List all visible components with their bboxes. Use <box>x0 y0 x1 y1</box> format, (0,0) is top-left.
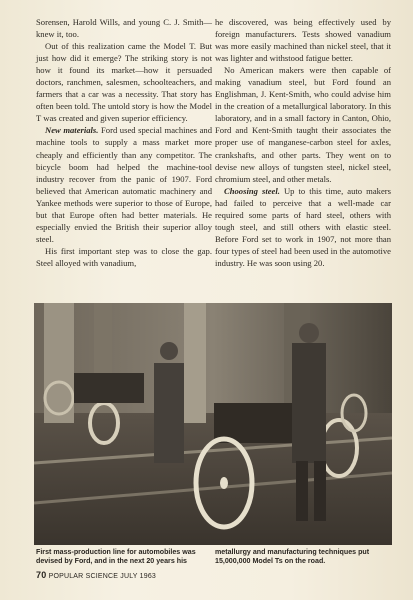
assembly-line-photo <box>34 303 392 545</box>
article-column-right <box>215 16 391 269</box>
article-paragraph: His first important step was to close the gap. Steel alloyed with vanadium, <box>36 245 212 268</box>
article-paragraph: Out of this realization came the Model T. But just how did it emerge? The striking story is not how it found its market—how it persuaded doctors, ranchmen, salesmen, schoolteachers, and farmers that a car was a necessity. That story has often been told. The untold story is how the Model T was created and given superior efficiency. <box>36 41 212 124</box>
new-materials-text: Ford used special machines and machine tools to supply a mass market more cheaply and efficiently than any competitor. The bicycle boom had helped the machine-tool industry recover from the panic of 1907. Ford believed that American automatic machinery and Yankee methods were superior to those of Europe, but that Europe often had better materials. He especially envied the British their superior alloy steel. <box>36 125 212 244</box>
page-footer <box>36 570 156 580</box>
new-materials-paragraph <box>36 124 212 244</box>
choosing-steel-heading: Choosing steel. <box>224 185 280 196</box>
article-paragraph: Sorensen, Harold Wills, and young C. J. Smith—knew it, too. <box>36 17 212 40</box>
article-paragraph: he discovered, was being effectively used by foreign manufacturers. Tests showed vanadium was more easily machined than nickel steel, that it was lighter and withstood fatigue better. <box>215 17 391 64</box>
page-number: 70 <box>36 570 47 580</box>
article-paragraph: No American makers were then capable of making vanadium steel, but Ford found an Englishman, J. Kent-Smith, who could advise him in the creation of a metallurgical laboratory. In this laboratory, and in a small factory in Canton, Ohio, Ford and Kent-Smith taught their associates the proper use of manganese-carbon steel for axles, crankshafts, and other parts. They went on to devise new alloys of tungsten steel, nickel steel, chromium steel, and other metals. <box>215 65 391 184</box>
photo-caption-left: First mass-production line for automobiles was devised by Ford, and in the next 20 years his <box>36 548 196 566</box>
choosing-steel-text: Up to this time, auto makers had failed to perceive that a well-made car required some parts of hard steel, others with tough steel, and still others with elastic steel. Before Ford set to work in 1907, not more than four types of steel had been used in the automotive industry. He was soon using 20. <box>215 185 391 268</box>
publication-line: POPULAR SCIENCE JULY 1963 <box>48 573 157 580</box>
choosing-steel-paragraph <box>215 185 391 269</box>
photo-caption-right: metallurgy and manufacturing techniques put 15,000,000 Model Ts on the road. <box>215 548 370 566</box>
article-column-left <box>36 16 212 269</box>
new-materials-heading: New materials. <box>45 125 99 136</box>
